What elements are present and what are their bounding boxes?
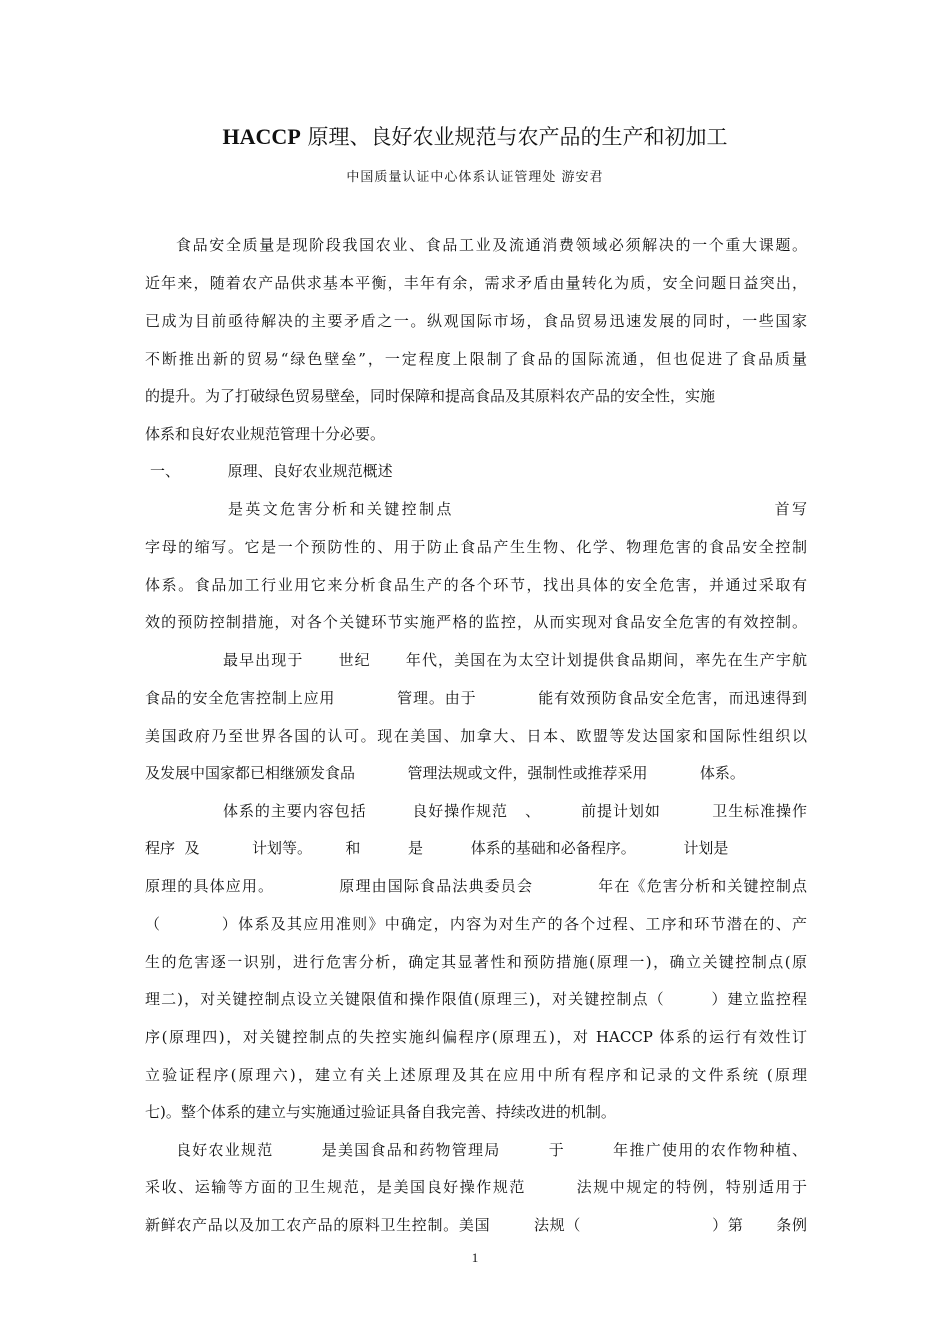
paragraph-line: 字母的缩写。它是一个预防性的、用于防止食品产生生物、化学、物理危害的食品安全控制 <box>145 538 807 556</box>
document-title <box>0 122 950 152</box>
title-latin: HACCP <box>222 124 301 149</box>
paragraph-line: 食品安全质量是现阶段我国农业、食品工业及流通消费领域必须解决的一个重大课题。 <box>176 236 807 254</box>
paragraph-line: 体系的主要内容包括 良好操作规范 、 前提计划如 卫生标准操作 <box>223 802 807 820</box>
paragraph-line: 良好农业规范 是美国食品和药物管理局 于 年推广使用的农作物种植、 <box>176 1141 807 1159</box>
author-line: 中国质量认证中心体系认证管理处 游安君 <box>346 170 604 185</box>
page-number: 1 <box>471 1250 479 1265</box>
paragraph-line: 程序 及 计划等。 和 是 体系的基础和必备程序。 计划是 <box>145 839 729 857</box>
paragraph-line: 的提升。为了打破绿色贸易壁垒，同时保障和提高食品及其原料农产品的安全性，实施 <box>145 387 716 405</box>
section-heading: 一、 原理、良好农业规范概述 <box>150 462 393 480</box>
paragraph-line: 体系和良好农业规范管理十分必要。 <box>145 425 386 443</box>
paragraph-line: 新鲜农产品以及加工农产品的原料卫生控制。美国 法规（ ）第 条例 <box>145 1216 807 1234</box>
title-text: 原理、良好农业规范与农产品的生产和初加工 <box>307 125 728 149</box>
paragraph-line: 生的危害逐一识别，进行危害分析，确定其显著性和预防措施(原理一)，确立关键控制点(原 <box>145 953 807 971</box>
paragraph-line: 最早出现于 世纪 年代，美国在为太空计划提供食品期间，率先在生产宇航 <box>223 651 807 669</box>
paragraph-line: 立验证程序(原理六)，建立有关上述原理及其在应用中所有程序和记录的文件系统 (原理 <box>145 1066 807 1084</box>
paragraph-line: 效的预防控制措施，对各个关键环节实施严格的监控，从而实现对食品安全危害的有效控制。 <box>145 613 807 631</box>
paragraph-line: （ ）体系及其应用准则》中确定，内容为对生产的各个过程、工序和环节潜在的、产 <box>145 915 807 933</box>
paragraph-line: 及发展中国家都已相继颁发食品 管理法规或文件，强制性或推荐采用 体系。 <box>145 764 745 782</box>
paragraph-line: 理二)，对关键控制点设立关键限值和操作限值(原理三)，对关键控制点（ ）建立监控程 <box>145 990 807 1008</box>
paragraph-line: 美国政府乃至世界各国的认可。现在美国、加拿大、日本、欧盟等发达国家和国际性组织以 <box>145 727 807 745</box>
paragraph-line: 近年来，随着农产品供求基本平衡，丰年有余，需求矛盾由量转化为质，安全问题日益突出， <box>145 274 807 292</box>
paragraph-line: 体系。食品加工行业用它来分析食品生产的各个环节，找出具体的安全危害，并通过采取有 <box>145 576 807 594</box>
paragraph-line: 已成为目前亟待解决的主要矛盾之一。纵观国际市场，食品贸易迅速发展的同时，一些国家 <box>145 312 807 330</box>
paragraph-line: 采收、运输等方面的卫生规范，是美国良好操作规范 法规中规定的特例，特别适用于 <box>145 1178 807 1196</box>
paragraph-line: 七)。整个体系的建立与实施通过验证具备自我完善、持续改进的机制。 <box>145 1103 616 1121</box>
paragraph-line: 原理的具体应用。 原理由国际食品法典委员会 年在《危害分析和关键控制点 <box>145 877 807 895</box>
paragraph-line: 是英文危害分析和关键控制点 首写 <box>228 500 807 518</box>
paragraph-line: 食品的安全危害控制上应用 管理。由于 能有效预防食品安全危害，而迅速得到 <box>145 689 807 707</box>
paragraph-line: 序(原理四)，对关键控制点的失控实施纠偏程序(原理五)，对 HACCP 体系的运行有效性订 <box>145 1028 807 1046</box>
paragraph-line: 不断推出新的贸易“绿色壁垒”，一定程度上限制了食品的国际流通，但也促进了食品质量 <box>145 350 807 368</box>
